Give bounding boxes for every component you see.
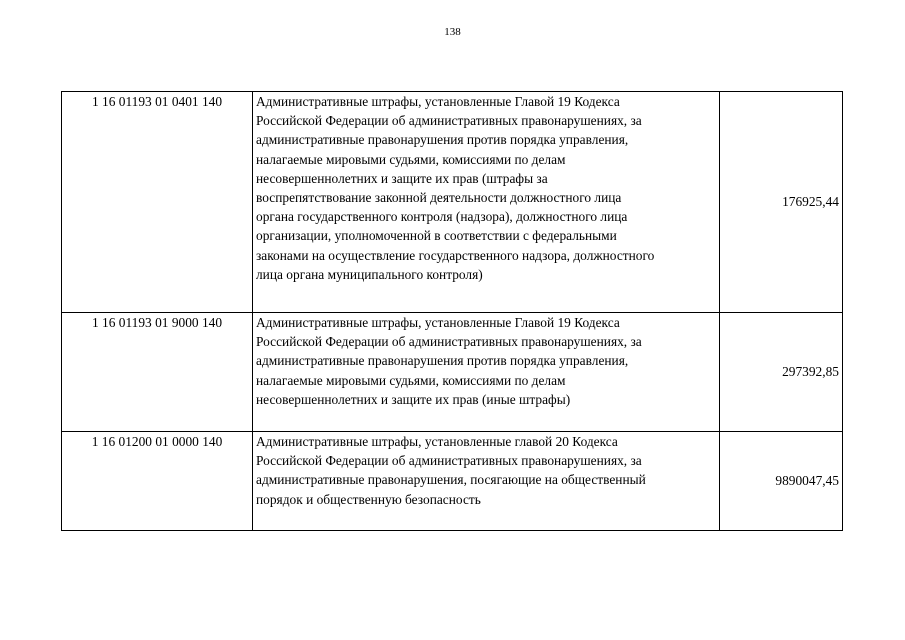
revenue-name-cell [253, 313, 720, 432]
revenue-name-line: Административные штрафы, установленные Главой 19 Кодекса [256, 94, 620, 109]
amount-cell: 297392,85 [720, 313, 843, 432]
revenue-code-cell: 1 16 01193 01 9000 140 [62, 313, 253, 432]
revenue-name-line: лица органа муниципального контроля) [256, 266, 483, 282]
revenue-name-line: воспрепятствование законной деятельности должностного лица [256, 190, 622, 206]
revenue-code-cell: 1 16 01200 01 0000 140 [62, 432, 253, 531]
revenue-name-line: налагаемые мировыми судьями, комиссиями по делам [256, 372, 566, 388]
revenue-name-line: порядок и общественную безопасность [256, 491, 481, 507]
revenue-name-line: организации, уполномоченной в соответствии с федеральными [256, 228, 617, 244]
revenue-name-line: Российской Федерации об административных правонарушениях, за [256, 334, 642, 350]
table-row [62, 92, 843, 313]
table-row [62, 432, 843, 531]
revenue-name-line: Административные штрафы, установленные главой 20 Кодекса [256, 434, 618, 449]
revenue-name-line: законами на осуществление государственного надзора, должностного [256, 247, 655, 263]
revenue-code-cell: 1 16 01193 01 0401 140 [62, 92, 253, 313]
revenue-name-line: несовершеннолетних и защите их прав (штрафы за [256, 170, 548, 186]
revenue-name-line: Российской Федерации об административных правонарушениях, за [256, 113, 642, 129]
revenue-name-cell [253, 92, 720, 313]
revenue-name-line: административные правонарушения против порядка управления, [256, 353, 629, 369]
revenue-name-cell [253, 432, 720, 531]
revenue-name-line: несовершеннолетних и защите их прав (иные штрафы) [256, 391, 571, 407]
revenue-name-line: Административные штрафы, установленные Главой 19 Кодекса [256, 315, 620, 330]
page-number: 138 [444, 26, 461, 38]
amount-cell: 176925,44 [720, 92, 843, 313]
budget-table [61, 91, 843, 531]
table-row [62, 313, 843, 432]
revenue-name-line: административные правонарушения против порядка управления, [256, 132, 629, 148]
revenue-name-line: налагаемые мировыми судьями, комиссиями по делам [256, 151, 566, 167]
revenue-name-line: Российской Федерации об административных правонарушениях, за [256, 453, 642, 469]
revenue-name-line: органа государственного контроля (надзора), должностного лица [256, 209, 628, 225]
amount-cell: 9890047,45 [720, 432, 843, 531]
revenue-name-line: административные правонарушения, посягающие на общественный [256, 472, 646, 488]
